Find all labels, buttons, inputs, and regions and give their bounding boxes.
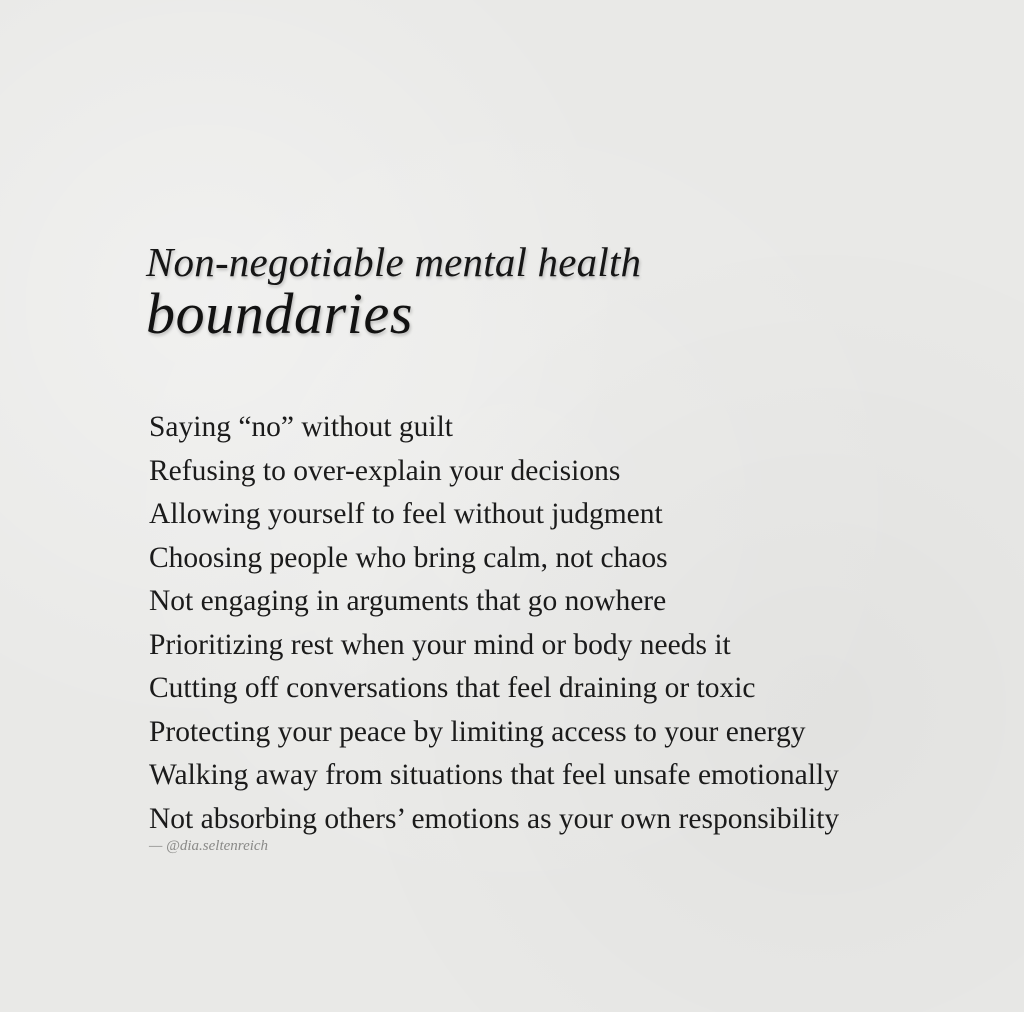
signature: — @dia.seltenreich <box>149 838 269 854</box>
list-item: Cutting off conversations that feel draining or toxic <box>149 672 756 704</box>
list-item: Not engaging in arguments that go nowhere <box>149 585 667 617</box>
list-item: Choosing people who bring calm, not chaos <box>149 541 668 574</box>
list-item: Protecting your peace by limiting access to your energy <box>149 715 806 748</box>
list-item: Prioritizing rest when your mind or body needs it <box>149 628 731 661</box>
list-item: Not absorbing others’ emotions as your own responsibility <box>149 802 840 835</box>
title-block <box>146 236 906 346</box>
list-item: Refusing to over-explain your decisions <box>149 454 621 487</box>
list-item: Allowing yourself to feel without judgment <box>149 498 663 530</box>
list-item: Walking away from situations that feel unsafe emotionally <box>149 759 839 791</box>
boundaries-list <box>149 406 969 841</box>
title-line-1: Non-negotiable mental health <box>146 239 642 285</box>
title-line-2: boundaries <box>146 281 413 346</box>
list-item: Saying “no” without guilt <box>149 411 453 443</box>
